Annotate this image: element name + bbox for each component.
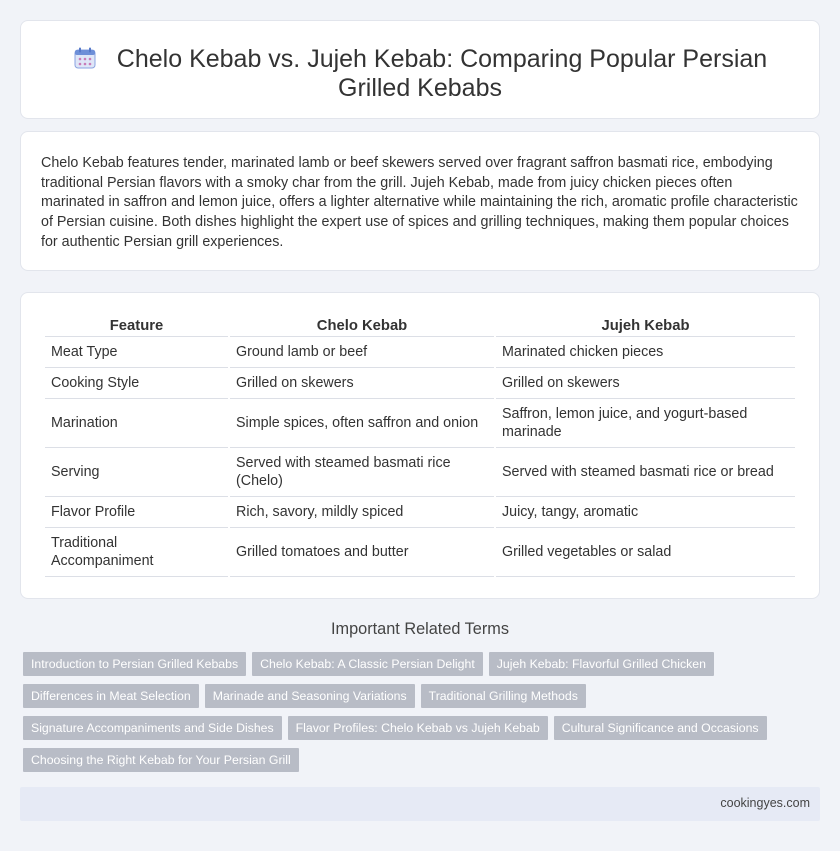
- table-row: [45, 497, 795, 528]
- table-cell-chelo: Served with steamed basmati rice (Chelo): [230, 448, 494, 497]
- related-term-tag[interactable]: Traditional Grilling Methods: [421, 684, 586, 708]
- table-row: [45, 448, 795, 497]
- header-card: [20, 20, 820, 119]
- table-cell-chelo: Simple spices, often saffron and onion: [230, 399, 494, 448]
- comparison-card: [20, 292, 820, 599]
- related-terms-list: [23, 652, 813, 780]
- table-cell-jujeh: Marinated chicken pieces: [496, 337, 795, 368]
- table-cell-chelo: Grilled tomatoes and butter: [230, 528, 494, 577]
- table-cell-chelo: Grilled on skewers: [230, 368, 494, 399]
- intro-card: [20, 131, 820, 271]
- table-cell-chelo: Rich, savory, mildly spiced: [230, 497, 494, 528]
- related-terms-title: Important Related Terms: [331, 620, 509, 638]
- table-row: [45, 528, 795, 577]
- table-cell-jujeh: Served with steamed basmati rice or bread: [496, 448, 795, 497]
- table-cell-feature: Serving: [45, 448, 228, 497]
- table-cell-jujeh: Grilled vegetables or salad: [496, 528, 795, 577]
- related-term-tag[interactable]: Flavor Profiles: Chelo Kebab vs Jujeh Kebab: [288, 716, 548, 740]
- intro-paragraph: Chelo Kebab features tender, marinated lamb or beef skewers served over fragrant saffron basmati rice, embodying traditional Persian flavors with a smoky char from the grill. Jujeh Kebab, made from juicy chicken pieces often marinated in saffron and lemon juice, offers a lighter alternative while maintaining the rich, aromatic profile characteristic of Persian cuisine. Both dishes highlight the expert use of spices and grilling techniques, making them popular choices for authentic Persian grill experiences.: [41, 155, 798, 250]
- footer-site-link[interactable]: cookingyes.com: [720, 796, 810, 810]
- related-term-tag[interactable]: Cultural Significance and Occasions: [554, 716, 767, 740]
- table-cell-feature: Cooking Style: [45, 368, 228, 399]
- calendar-icon: [73, 46, 97, 70]
- header: [21, 45, 819, 103]
- table-cell-chelo: Ground lamb or beef: [230, 337, 494, 368]
- table-cell-feature: Meat Type: [45, 337, 228, 368]
- header-jujeh-kebab: Jujeh Kebab: [496, 313, 795, 337]
- related-term-tag[interactable]: Jujeh Kebab: Flavorful Grilled Chicken: [489, 652, 714, 676]
- table-cell-feature: Marination: [45, 399, 228, 448]
- table-header-row: [45, 313, 795, 337]
- table-cell-jujeh: Juicy, tangy, aromatic: [496, 497, 795, 528]
- related-term-tag[interactable]: Differences in Meat Selection: [23, 684, 199, 708]
- footer: [20, 787, 820, 821]
- table-cell-feature: Flavor Profile: [45, 497, 228, 528]
- related-term-tag[interactable]: Marinade and Seasoning Variations: [205, 684, 415, 708]
- related-term-tag[interactable]: Signature Accompaniments and Side Dishes: [23, 716, 282, 740]
- related-term-tag[interactable]: Chelo Kebab: A Classic Persian Delight: [252, 652, 483, 676]
- table-row: [45, 368, 795, 399]
- table-cell-jujeh: Saffron, lemon juice, and yogurt-based marinade: [496, 399, 795, 448]
- table-row: [45, 337, 795, 368]
- table-cell-jujeh: Grilled on skewers: [496, 368, 795, 399]
- header-feature: Feature: [45, 313, 228, 337]
- header-chelo-kebab: Chelo Kebab: [230, 313, 494, 337]
- page-title-text: Chelo Kebab vs. Jujeh Kebab: Comparing Popular Persian Grilled Kebabs: [116, 45, 768, 102]
- table-cell-feature: Traditional Accompaniment: [45, 528, 228, 577]
- related-term-tag[interactable]: Introduction to Persian Grilled Kebabs: [23, 652, 246, 676]
- table-row: [45, 399, 795, 448]
- page-title: [21, 45, 819, 103]
- related-term-tag[interactable]: Choosing the Right Kebab for Your Persian Grill: [23, 748, 299, 772]
- comparison-table: [43, 313, 797, 577]
